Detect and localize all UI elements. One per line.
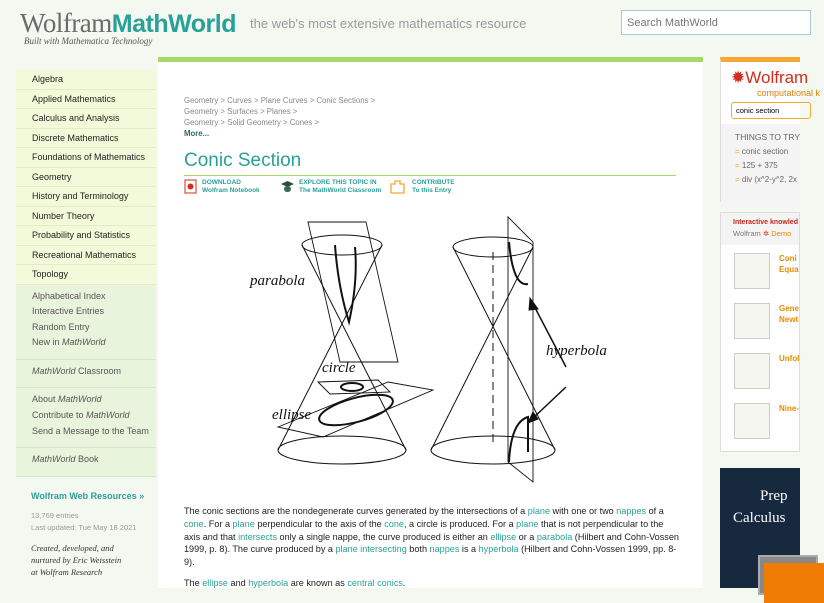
label: div (x^2-y^2, 2x — [741, 175, 797, 184]
breadcrumb-link[interactable]: Plane Curves — [260, 96, 308, 105]
label: New in — [32, 337, 63, 348]
label: To this Entry — [412, 187, 452, 194]
divider — [184, 175, 676, 176]
inline-link[interactable]: ellipse — [490, 531, 517, 542]
text: perpendicular to the axis of the — [254, 518, 385, 529]
credit — [31, 542, 156, 578]
label: MathWorld — [32, 365, 76, 376]
demo-item[interactable] — [721, 245, 799, 295]
label: Demo — [771, 229, 792, 238]
breadcrumbs — [184, 95, 375, 139]
puzzle-icon — [390, 179, 406, 194]
demo-thumbnail[interactable] — [734, 303, 770, 339]
calculus-prep-ad[interactable] — [720, 468, 800, 588]
label: EXPLORE THIS TOPIC IN — [299, 179, 377, 186]
inline-link[interactable]: intersects — [238, 531, 278, 542]
text: . For a — [203, 518, 233, 529]
label: MathWorld — [86, 410, 130, 421]
label: MathWorld — [58, 394, 102, 405]
breadcrumb: Geometry > Curves > Plane Curves > Conic Sections > — [184, 96, 376, 105]
sidebar — [16, 70, 156, 578]
label: Contribute to — [32, 410, 87, 421]
text: The conic sections are the nondegenerate curves generated by the intersections of a — [184, 506, 528, 516]
sidebar-item-category[interactable]: Number Theory — [16, 207, 156, 227]
link-send-message[interactable]: Send a Message to the Team — [32, 425, 149, 436]
sidebar-item-category[interactable]: History and Terminology — [16, 187, 156, 207]
ad-text: Calculus — [733, 510, 786, 526]
link-new-in-mathworld[interactable] — [32, 337, 156, 353]
breadcrumb-link[interactable]: Planes — [266, 107, 291, 116]
breadcrumb: Geometry > Solid Geometry > Cones > — [184, 118, 320, 127]
inline-link[interactable]: plane intersecting — [335, 544, 407, 555]
label-parabola: parabola — [250, 273, 306, 289]
link-interactive-entries[interactable]: Interactive Entries — [32, 306, 105, 317]
laptop-image — [758, 555, 818, 595]
text: are known as — [288, 577, 348, 588]
notebook-icon — [184, 179, 197, 194]
demo-item[interactable] — [721, 295, 799, 345]
inline-link[interactable]: cone — [184, 518, 204, 529]
logo-subtitle: Built with Mathematica Technology — [24, 36, 153, 46]
link-alphabetical-index[interactable]: Alphabetical Index — [32, 290, 106, 301]
demo-thumbnail[interactable] — [734, 403, 770, 439]
breadcrumb-link[interactable]: Cones — [289, 118, 313, 127]
gear-icon: ✲ — [762, 229, 770, 238]
logo-wolfram: Wolfram — [20, 8, 112, 38]
sidebar-item-category[interactable]: Applied Mathematics — [16, 90, 156, 110]
label: MathWorld — [62, 337, 106, 348]
logo-mathworld: MathWorld — [111, 10, 236, 38]
starburst-icon: ✹ — [731, 68, 746, 87]
conic-sections-figure — [218, 212, 638, 502]
text: both — [406, 544, 430, 555]
demo-thumbnail[interactable] — [734, 353, 770, 389]
text: , a circle is produced. For a — [403, 518, 517, 529]
label-circle: circle — [322, 360, 356, 376]
wa-query-input[interactable]: conic section — [731, 102, 811, 119]
text: or a — [516, 531, 537, 542]
sidebar-classroom — [16, 360, 156, 389]
label: Gene — [779, 304, 800, 313]
label: Wolfram — [745, 68, 809, 87]
logo[interactable] — [20, 8, 236, 39]
inline-link[interactable]: central conics — [347, 577, 403, 588]
label: Coni — [779, 254, 797, 263]
label-hyperbola: hyperbola — [546, 343, 607, 359]
label-ellipse: ellipse — [272, 407, 312, 423]
sidebar-item-category[interactable]: Algebra — [16, 70, 156, 90]
demo-title[interactable] — [779, 253, 799, 275]
sidebar-item-category[interactable]: Recreational Mathematics — [16, 246, 156, 266]
try-item[interactable]: = 125 + 375 — [735, 161, 778, 170]
sidebar-about — [16, 388, 156, 448]
inline-link[interactable]: hyperbola — [478, 544, 519, 555]
label: About — [32, 394, 59, 405]
demo-title[interactable] — [779, 403, 799, 414]
breadcrumb-link[interactable]: Curves — [227, 96, 252, 105]
sidebar-item-category[interactable]: Discrete Mathematics — [16, 129, 156, 149]
things-to-try-heading: THINGS TO TRY — [735, 132, 801, 142]
label: The MathWorld Classroom — [299, 187, 382, 194]
sidebar-links — [16, 285, 156, 360]
label: CONTRIBUTE — [412, 179, 455, 186]
label: Nine- — [779, 404, 799, 413]
text: with one or two — [550, 506, 617, 516]
label: DOWNLOAD — [202, 179, 241, 186]
text: . — [402, 577, 406, 588]
demonstrations-widget — [720, 212, 800, 452]
main-content — [158, 57, 703, 588]
breadcrumb-link[interactable]: Geometry — [184, 118, 219, 127]
breadcrumb-link[interactable]: Conic Sections — [316, 96, 369, 105]
label: Wolfram Notebook — [202, 187, 260, 194]
inline-link[interactable]: ellipse — [202, 577, 228, 588]
demonstrations-header — [721, 213, 799, 245]
label: Classroom — [75, 365, 122, 376]
label: Wolfram — [733, 229, 763, 238]
demo-thumbnail[interactable] — [734, 253, 770, 289]
inline-link[interactable]: plane — [516, 518, 539, 529]
demo-item[interactable] — [721, 345, 799, 395]
ad-text: Prep — [760, 488, 788, 504]
paragraph — [184, 505, 679, 569]
inline-link[interactable]: nappes — [616, 506, 647, 516]
label: Book — [75, 454, 99, 465]
label: Unfol — [779, 354, 800, 363]
label: conic section — [741, 147, 789, 156]
text: is a — [459, 544, 479, 555]
text: (Hilbert and Cohn-Vossen 1999, pp. 8-9). — [184, 544, 677, 568]
try-item[interactable]: = conic section — [735, 147, 789, 156]
header — [0, 0, 800, 55]
credit-line: Created, developed, and — [31, 542, 114, 553]
sidebar-item-category[interactable]: Probability and Statistics — [16, 226, 156, 246]
text: that is not perpendicular to the axis and that — [184, 518, 664, 542]
search-input[interactable] — [621, 10, 811, 35]
inline-link[interactable]: plane — [527, 506, 551, 516]
wolfram-alpha-widget — [720, 57, 821, 202]
demo-title[interactable] — [779, 353, 799, 364]
wa-subtitle: computational k — [757, 88, 821, 98]
label: Equa — [779, 265, 799, 274]
things-to-try — [721, 124, 800, 207]
inline-link[interactable]: nappes — [429, 544, 460, 555]
demo-title[interactable] — [779, 303, 799, 325]
inline-link[interactable]: parabola — [536, 531, 573, 542]
more-link[interactable]: More... — [184, 129, 210, 138]
text: only a single nappe, the curve produced is either an — [277, 531, 491, 542]
link-contribute[interactable] — [32, 410, 156, 426]
sidebar-item-category[interactable]: Foundations of Mathematics — [16, 148, 156, 168]
page-title: Conic Section — [184, 150, 302, 171]
credit-line: nurtured by Eric Weisstein — [31, 554, 122, 565]
sidebar-item-category[interactable]: Topology — [16, 265, 156, 285]
label: 125 + 375 — [741, 161, 778, 170]
inline-link[interactable]: plane — [232, 518, 255, 529]
sidebar-item-category[interactable]: Geometry — [16, 168, 156, 188]
label: Newt — [779, 315, 799, 324]
link-random-entry[interactable]: Random Entry — [32, 321, 90, 332]
breadcrumb-link[interactable]: Solid Geometry — [227, 118, 281, 127]
text: The — [184, 577, 203, 588]
right-column — [720, 57, 821, 526]
text: of a — [646, 506, 664, 516]
paragraph — [184, 577, 679, 590]
breadcrumb: Geometry > Surfaces > Planes > — [184, 107, 298, 116]
entry-count: 13,769 entries — [31, 510, 79, 520]
sidebar-footer — [16, 477, 156, 578]
label: MathWorld — [32, 454, 76, 465]
breadcrumb-link[interactable]: Surfaces — [227, 107, 258, 116]
link-book[interactable] — [32, 454, 156, 470]
inline-link[interactable]: cone — [384, 518, 404, 529]
text: and — [227, 577, 249, 588]
article-body — [184, 505, 679, 598]
wolfram-alpha-logo[interactable] — [731, 68, 808, 88]
graduation-cap-icon — [281, 179, 294, 194]
demo-item[interactable] — [721, 395, 799, 445]
text: (Hilbert and Cohn-Vossen 1999, p. 8). The curve produced by a — [184, 531, 679, 555]
tagline: the web's most extensive mathematics resource — [250, 16, 527, 31]
sidebar-item-category[interactable]: Calculus and Analysis — [16, 109, 156, 129]
wolfram-web-resources-link[interactable]: Wolfram Web Resources » — [31, 490, 145, 501]
breadcrumb-link[interactable]: Geometry — [184, 96, 219, 105]
demo-heading: Interactive knowled — [733, 219, 798, 226]
inline-link[interactable]: hyperbola — [248, 577, 289, 588]
sidebar-book — [16, 448, 156, 477]
try-item[interactable]: = div (x^2-y^2, 2x — [735, 175, 797, 184]
credit-line: at Wolfram Research — [31, 566, 103, 577]
link-classroom[interactable] — [32, 366, 156, 382]
breadcrumb-link[interactable]: Geometry — [184, 107, 219, 116]
last-updated: Last updated: Tue May 18 2021 — [31, 522, 137, 532]
link-about[interactable] — [32, 394, 156, 410]
